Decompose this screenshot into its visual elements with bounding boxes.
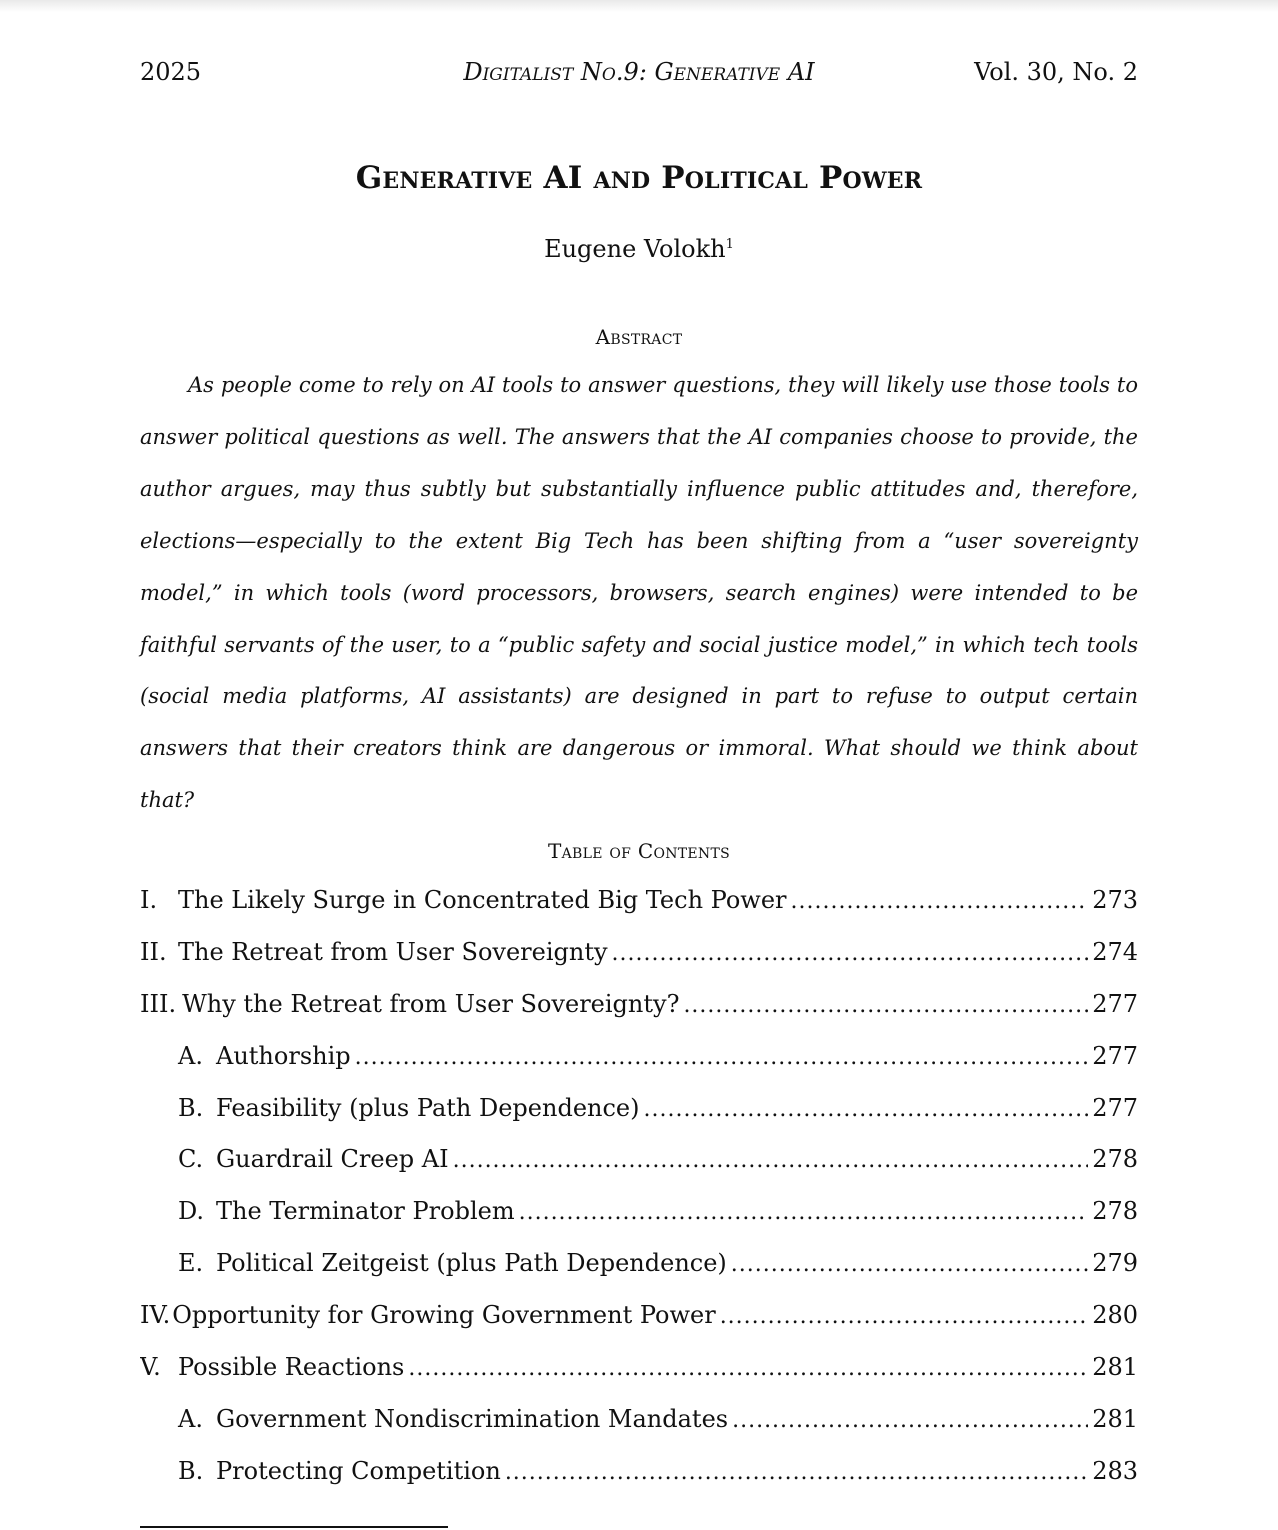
toc-entry-title: The Retreat from User Sovereignty — [178, 937, 608, 966]
toc-entry[interactable] — [140, 980, 1138, 1032]
toc-dot-leader — [732, 1397, 1088, 1445]
toc-entry-page: 283 — [1092, 1456, 1138, 1485]
toc-dot-leader — [731, 1241, 1088, 1289]
toc-entry-number: B. — [178, 1093, 204, 1122]
toc-entry[interactable] — [140, 1187, 1138, 1239]
toc-entry-title: Authorship — [216, 1041, 351, 1070]
toc-entry-title: The Likely Surge in Concentrated Big Tech Power — [178, 886, 787, 914]
toc-entry[interactable] — [140, 1084, 1138, 1136]
toc-entry[interactable] — [140, 1343, 1138, 1395]
toc-dot-leader — [453, 1137, 1089, 1185]
toc-entry[interactable] — [140, 1447, 1138, 1499]
toc-entry-page: 277 — [1092, 989, 1138, 1018]
toc-entry-number: A. — [178, 1404, 203, 1433]
toc-dot-leader — [791, 878, 1089, 926]
toc-entry-title: Guardrail Creep AI — [216, 1145, 449, 1174]
toc-entry-page: 273 — [1092, 886, 1138, 914]
toc-dot-leader — [505, 1449, 1088, 1497]
toc-dot-leader — [612, 930, 1089, 978]
toc-heading: Table of Contents — [547, 839, 731, 863]
abstract-heading: Abstract — [595, 325, 683, 349]
toc-entry-title: Political Zeitgeist (plus Path Dependence) — [216, 1249, 727, 1278]
running-head-volume: Vol. 30, No. 2 — [974, 58, 1138, 86]
toc-entry-number: V. — [140, 1353, 161, 1382]
toc-entry-page: 277 — [1092, 1041, 1138, 1070]
toc-dot-leader — [683, 982, 1088, 1030]
toc-entry-page: 281 — [1092, 1353, 1138, 1382]
toc-entry-page: 281 — [1092, 1404, 1138, 1433]
toc-dot-leader — [519, 1189, 1089, 1237]
toc-entry-page: 280 — [1092, 1301, 1138, 1330]
article-author — [140, 232, 1138, 266]
toc-entry-page: 277 — [1092, 1093, 1138, 1122]
toc-entry-title: Feasibility (plus Path Dependence) — [216, 1093, 640, 1122]
toc-entry[interactable] — [140, 1239, 1138, 1291]
toc-entry-title: The Terminator Problem — [216, 1197, 515, 1226]
abstract-text: As people come to rely on AI tools to answer questions, they will likely use those tools to answer political questions as well. The answers that the AI companies choose to provide, the author argues, may thus subtly but substantially influence public attitudes and, therefore, elections—especially to the extent Big Tech has been shifting from a “user sovereignty model,” in which tools (word processors, browsers, search engines) were intended to be faithful servants of the user, to a “public safety and social justice model,” in which tech tools (social media platforms, AI assistants) are designed in part to refuse to output certain answers that their creators think are dangerous or immoral. What should we think about that? — [140, 373, 1138, 813]
toc-entry[interactable] — [140, 1291, 1138, 1343]
toc-entry-number: E. — [178, 1249, 204, 1278]
toc-entry-page: 278 — [1092, 1145, 1138, 1174]
toc-dot-leader — [408, 1345, 1088, 1393]
toc-entry-page: 274 — [1092, 937, 1138, 966]
toc-dot-leader — [355, 1034, 1089, 1082]
toc-entry-number: C. — [178, 1145, 204, 1174]
toc-entry-title: Protecting Competition — [216, 1456, 501, 1485]
toc-entry-title: Possible Reactions — [178, 1353, 405, 1382]
toc-entry-page: 279 — [1092, 1249, 1138, 1278]
toc-entry-number: A. — [178, 1041, 203, 1070]
document-page — [140, 0, 1138, 1530]
author-name: Eugene Volokh — [544, 235, 726, 263]
toc-entry-number: II. — [140, 937, 167, 966]
toc-entry[interactable] — [140, 1395, 1138, 1447]
author-footnote-marker[interactable]: 1 — [725, 237, 734, 252]
toc-dot-leader — [643, 1086, 1088, 1134]
article-title: Generative AI and Political Power — [355, 160, 923, 196]
footnote-separator-rule — [140, 1526, 448, 1528]
running-head-journal: Digitalist No.9: Generative AI — [463, 58, 815, 86]
toc-entry-title: Opportunity for Growing Government Power — [172, 1301, 716, 1330]
running-head — [140, 55, 1138, 89]
toc-entry[interactable] — [140, 1032, 1138, 1084]
toc-entry-page: 278 — [1092, 1197, 1138, 1226]
toc-entry[interactable] — [140, 1135, 1138, 1187]
toc-entry-number: B. — [178, 1456, 204, 1485]
running-head-year: 2025 — [140, 58, 202, 86]
toc-entry-number: I. — [140, 886, 158, 914]
toc-dot-leader — [720, 1293, 1089, 1341]
toc-entry-number: D. — [178, 1197, 205, 1226]
toc-entry-title: Government Nondiscrimination Mandates — [216, 1404, 729, 1433]
table-of-contents — [140, 876, 1138, 1499]
toc-entry-number: IV. — [140, 1301, 171, 1330]
toc-entry[interactable] — [140, 928, 1138, 980]
toc-entry-title: Why the Retreat from User Sovereignty? — [182, 989, 680, 1018]
toc-entry-number: III. — [140, 989, 177, 1018]
toc-entry[interactable] — [140, 876, 1138, 928]
